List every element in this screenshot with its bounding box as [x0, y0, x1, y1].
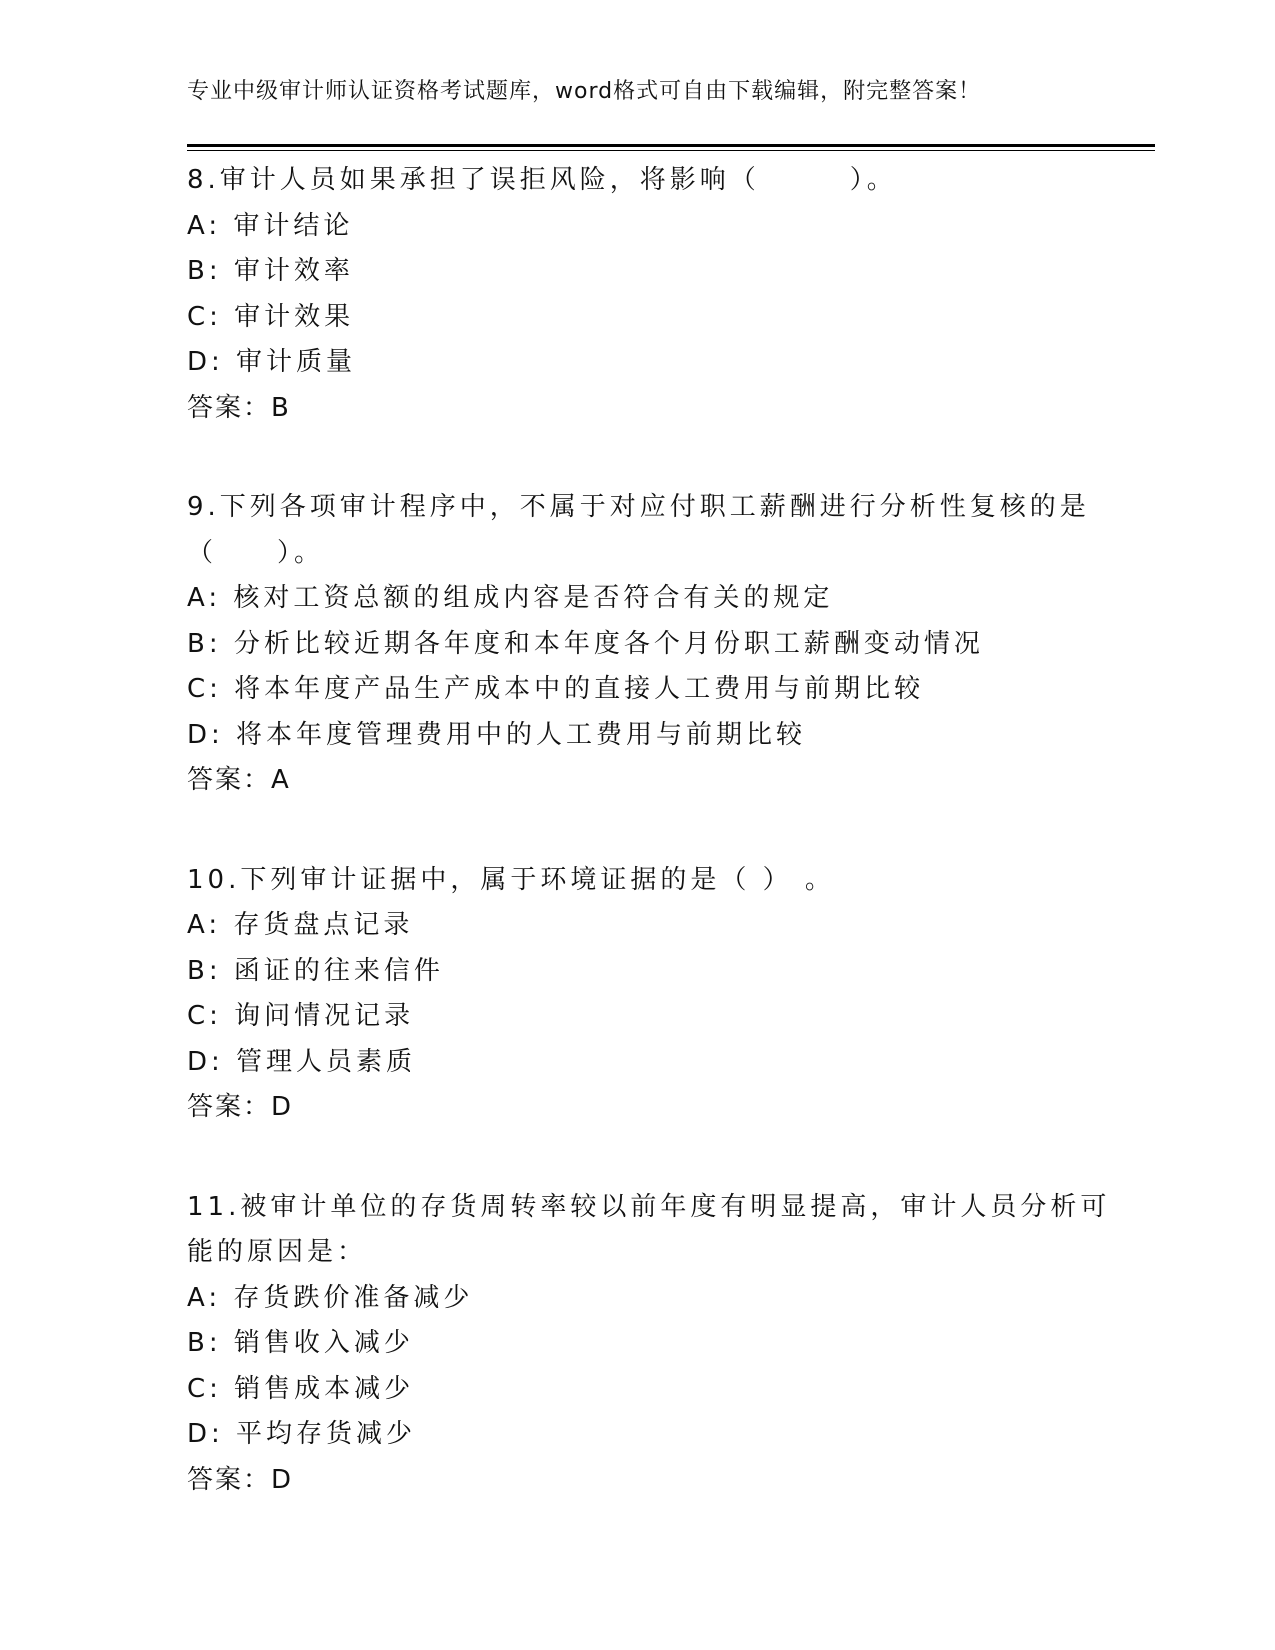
answer-label: 答案：D: [187, 1464, 294, 1495]
option-a: A: 存货跌价准备减少: [187, 1282, 474, 1313]
option-c: C: 审计效果: [187, 301, 355, 332]
option-d: D: 平均存货减少: [187, 1419, 417, 1449]
header-rule-thick: [187, 144, 1155, 147]
header-rule-thin: [187, 150, 1155, 151]
option-b: B: 函证的往来信件: [187, 955, 444, 986]
option-d: D: 审计质量: [187, 347, 357, 377]
option-c: C: 销售成本减少: [187, 1373, 415, 1404]
question-11: [187, 1185, 1111, 1504]
page-header: 专业中级审计师认证资格考试题库，word格式可自由下载编辑，附完整答案！: [187, 79, 982, 104]
question-stem-continued: （ ）。: [187, 537, 325, 568]
option-a: A: 审计结论: [187, 210, 354, 241]
option-b: B: 审计效率: [187, 256, 354, 286]
question-8: [187, 158, 1087, 431]
question-stem: 10.下列审计证据中，属于环境证据的是（ ） 。: [187, 864, 835, 895]
option-d: D: 管理人员素质: [187, 1046, 417, 1077]
question-stem: 11.被审计单位的存货周转率较以前年度有明显提高，审计人员分析可: [187, 1191, 1111, 1222]
option-b: B: 分析比较近期各年度和本年度各个月份职工薪酬变动情况: [187, 628, 984, 659]
question-stem-continued: 能的原因是：: [187, 1237, 368, 1267]
answer-label: 答案：B: [187, 392, 291, 423]
option-a: A: 核对工资总额的组成内容是否符合有关的规定: [187, 583, 834, 613]
question-9: [187, 485, 1090, 804]
option-b: B: 销售收入减少: [187, 1328, 414, 1358]
question-stem: 8.审计人员如果承担了误拒风险，将影响（ ）。: [187, 165, 897, 195]
option-c: C: 询问情况记录: [187, 1001, 415, 1031]
option-c: C: 将本年度产品生产成本中的直接人工费用与前期比较: [187, 674, 925, 704]
answer-label: 答案：D: [187, 1092, 294, 1122]
question-list: [187, 158, 1111, 1557]
answer-label: 答案：A: [187, 765, 291, 795]
question-10: [187, 858, 1087, 1131]
option-d: D: 将本年度管理费用中的人工费用与前期比较: [187, 719, 807, 750]
option-a: A: 存货盘点记录: [187, 910, 414, 940]
question-stem: 9.下列各项审计程序中，不属于对应付职工薪酬进行分析性复核的是: [187, 492, 1090, 522]
